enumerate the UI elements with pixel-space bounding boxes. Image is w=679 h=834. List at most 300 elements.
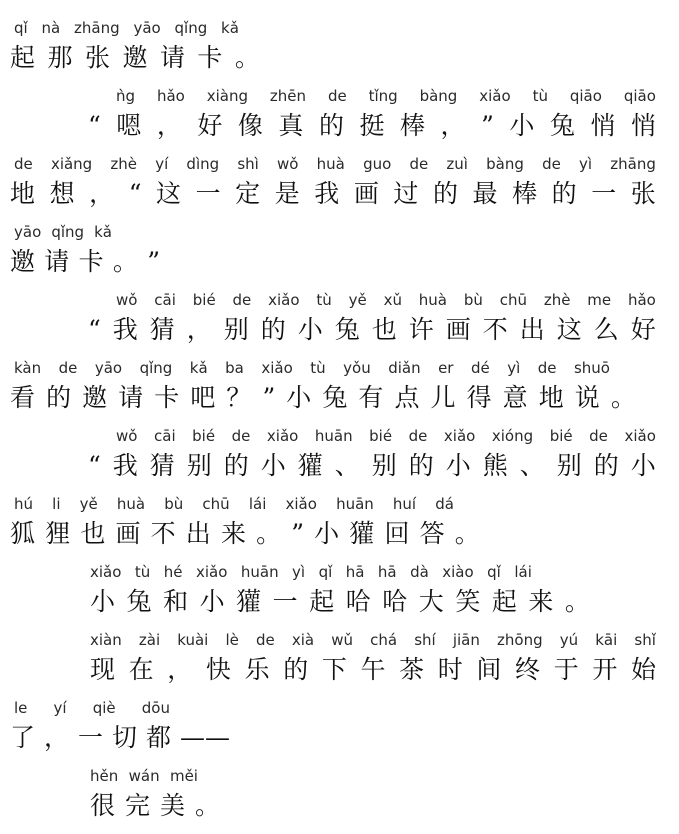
pinyin-syllable: shuō — [573, 359, 610, 377]
hanzi-char: 笑 — [455, 587, 481, 616]
hanzi-row — [88, 312, 656, 348]
hanzi-char: 很 — [90, 791, 116, 820]
hanzi-char: 茶 — [399, 655, 425, 684]
hanzi-char: 邀 — [82, 383, 108, 412]
hanzi-char: 画 — [353, 179, 379, 208]
hanzi-char: 的 — [593, 451, 619, 480]
hanzi-char: 兔 — [126, 587, 152, 616]
hanzi-char: 我 — [112, 451, 138, 480]
hanzi-char: 看 — [10, 383, 36, 412]
pinyin-syllable: tù — [134, 563, 151, 581]
hanzi-char: ， — [167, 655, 193, 684]
pinyin-syllable: cāi — [154, 427, 176, 445]
hanzi-char: 我 — [314, 179, 340, 208]
pinyin-syllable: qǐ — [318, 563, 333, 581]
hanzi-char: 回 — [384, 519, 410, 548]
hanzi-char: 是 — [274, 179, 300, 208]
pinyin-syllable: bié — [369, 427, 393, 445]
hanzi-char: ， — [156, 111, 182, 140]
hanzi-char: 、 — [334, 451, 360, 480]
pinyin-syllable: le — [14, 699, 28, 717]
pinyin-syllable: huà — [116, 495, 146, 513]
hanzi-char: 画 — [445, 315, 471, 344]
hanzi-char: ” — [291, 519, 305, 548]
pinyin-syllable: xiǎng — [50, 155, 93, 173]
pinyin-syllable: yú — [559, 631, 579, 649]
pinyin-syllable: xiǎo — [268, 291, 300, 309]
hanzi-row — [10, 516, 480, 552]
pinyin-syllable: huí — [392, 495, 417, 513]
pinyin-syllable: tù — [310, 359, 326, 377]
hanzi-char: ” — [147, 247, 160, 276]
hanzi-char: 嗯 — [116, 111, 142, 140]
pinyin-syllable: wán — [128, 767, 160, 785]
hanzi-char: 兔 — [549, 111, 575, 140]
pinyin-syllable: qiāo — [569, 87, 602, 105]
pinyin-syllable: de — [232, 291, 252, 309]
hanzi-row — [10, 720, 230, 756]
hanzi-char: 在 — [128, 655, 154, 684]
hanzi-char: 。 — [610, 383, 636, 412]
pinyin-syllable: bié — [549, 427, 573, 445]
hanzi-char: 现 — [90, 655, 116, 684]
text-line — [0, 290, 679, 358]
pinyin-syllable: kāi — [595, 631, 618, 649]
pinyin-syllable: xiǎo — [479, 87, 511, 105]
pinyin-syllable: diǎn — [388, 359, 421, 377]
hanzi-char: 一 — [272, 587, 298, 616]
hanzi-char: 终 — [515, 655, 541, 684]
pinyin-syllable: zhāng — [610, 155, 656, 173]
hanzi-char: 大 — [418, 587, 444, 616]
hanzi-char: 。 — [234, 43, 260, 72]
hanzi-char: —— — [180, 723, 230, 752]
hanzi-char: 意 — [502, 383, 528, 412]
hanzi-char: 好 — [197, 111, 223, 140]
hanzi-row — [90, 584, 590, 620]
hanzi-char: 午 — [360, 655, 386, 684]
hanzi-char: 画 — [115, 519, 141, 548]
pinyin-syllable: hǎo — [156, 87, 185, 105]
pinyin-syllable: de — [231, 427, 251, 445]
hanzi-row — [10, 176, 656, 212]
hanzi-char: 这 — [156, 179, 182, 208]
pinyin-syllable: shì — [237, 155, 259, 173]
pinyin-syllable: bàng — [419, 87, 458, 105]
pinyin-row — [90, 766, 198, 786]
pinyin-syllable: de — [408, 427, 428, 445]
hanzi-char: 都 — [146, 723, 172, 752]
pinyin-syllable: kǎ — [94, 223, 112, 241]
hanzi-char: 邀 — [10, 247, 36, 276]
hanzi-char: 美 — [159, 791, 185, 820]
hanzi-char: “ — [128, 179, 142, 208]
hanzi-char: 最 — [472, 179, 498, 208]
pinyin-syllable: dōu — [141, 699, 170, 717]
hanzi-char: 想 — [49, 179, 75, 208]
hanzi-row — [88, 108, 656, 144]
hanzi-char: 了 — [10, 723, 36, 752]
hanzi-char: 有 — [358, 383, 384, 412]
hanzi-char: 得 — [466, 383, 492, 412]
hanzi-char: 起 — [309, 587, 335, 616]
hanzi-row — [90, 788, 220, 824]
hanzi-char: 别 — [223, 315, 249, 344]
hanzi-char: 小 — [314, 519, 340, 548]
pinyin-syllable: zhōng — [497, 631, 543, 649]
pinyin-syllable: wǒ — [116, 427, 138, 445]
hanzi-char: 间 — [476, 655, 502, 684]
pinyin-syllable: xiàng — [206, 87, 248, 105]
pinyin-syllable: yǒu — [343, 359, 371, 377]
hanzi-char: 。 — [564, 587, 590, 616]
pinyin-syllable: yě — [79, 495, 98, 513]
hanzi-char: 悄 — [630, 111, 656, 140]
text-line — [0, 698, 679, 766]
hanzi-char: 请 — [44, 247, 70, 276]
hanzi-char: 。 — [454, 519, 480, 548]
pinyin-syllable: xià — [291, 631, 315, 649]
pinyin-syllable: xǔ — [383, 291, 402, 309]
pinyin-row — [14, 222, 112, 242]
hanzi-char: 像 — [237, 111, 263, 140]
text-line — [0, 86, 679, 154]
hanzi-char: 一 — [78, 723, 104, 752]
hanzi-char: ？ — [226, 383, 252, 412]
hanzi-char: 挺 — [359, 111, 385, 140]
pinyin-syllable: yì — [507, 359, 521, 377]
pinyin-row — [14, 18, 239, 38]
hanzi-char: 兔 — [334, 315, 360, 344]
text-line — [0, 562, 679, 630]
hanzi-char: 棒 — [512, 179, 538, 208]
pinyin-syllable: tǐng — [368, 87, 398, 105]
text-line — [0, 18, 679, 86]
text-line — [0, 766, 679, 834]
pinyin-syllable: lái — [248, 495, 267, 513]
pinyin-syllable: de — [542, 155, 561, 173]
hanzi-char: 真 — [278, 111, 304, 140]
pinyin-syllable: bié — [192, 291, 216, 309]
hanzi-char: 那 — [47, 43, 73, 72]
pinyin-syllable: huān — [240, 563, 279, 581]
hanzi-char: 狐 — [10, 519, 36, 548]
hanzi-char: 完 — [124, 791, 150, 820]
hanzi-char: 出 — [185, 519, 211, 548]
hanzi-char: 狸 — [45, 519, 71, 548]
pinyin-syllable: er — [438, 359, 454, 377]
hanzi-char: 来 — [220, 519, 246, 548]
hanzi-char: 、 — [519, 451, 545, 480]
hanzi-char: ， — [89, 179, 115, 208]
pinyin-syllable: hú — [14, 495, 34, 513]
hanzi-char: 的 — [432, 179, 458, 208]
pinyin-syllable: xiǎo — [624, 427, 656, 445]
pinyin-syllable: bù — [463, 291, 483, 309]
pinyin-row — [90, 562, 532, 582]
text-line — [0, 426, 679, 494]
pinyin-syllable: xiǎo — [90, 563, 122, 581]
pinyin-syllable: de — [409, 155, 429, 173]
pinyin-syllable: zhè — [543, 291, 571, 309]
hanzi-row — [88, 448, 656, 484]
hanzi-char: 别 — [371, 451, 397, 480]
text-line — [0, 154, 679, 222]
pinyin-syllable: xiàn — [90, 631, 122, 649]
pinyin-syllable: xiǎo — [443, 427, 476, 445]
hanzi-char: 乐 — [244, 655, 270, 684]
pinyin-syllable: xiǎo — [285, 495, 317, 513]
hanzi-char: 开 — [592, 655, 618, 684]
hanzi-char: 时 — [437, 655, 463, 684]
pinyin-row — [14, 358, 610, 378]
hanzi-char: 别 — [186, 451, 212, 480]
pinyin-syllable: hěn — [90, 767, 119, 785]
pinyin-syllable: qǐ — [487, 563, 501, 581]
hanzi-char: 的 — [408, 451, 434, 480]
hanzi-row — [10, 40, 260, 76]
hanzi-char: 许 — [408, 315, 434, 344]
pinyin-syllable: hā — [345, 563, 365, 581]
hanzi-char: 小 — [199, 587, 225, 616]
pinyin-syllable: de — [255, 631, 275, 649]
hanzi-char: 也 — [371, 315, 397, 344]
pinyin-syllable: yě — [348, 291, 367, 309]
hanzi-char: “ — [88, 315, 101, 344]
hanzi-char: 小 — [286, 383, 312, 412]
pinyin-syllable: tù — [316, 291, 332, 309]
pinyin-syllable: qiè — [92, 699, 116, 717]
pinyin-syllable: xióng — [491, 427, 534, 445]
hanzi-char: 吧 — [190, 383, 216, 412]
pinyin-syllable: kǎ — [221, 19, 239, 37]
pinyin-syllable: li — [52, 495, 61, 513]
pinyin-syllable: dìng — [186, 155, 220, 173]
hanzi-char: 过 — [393, 179, 419, 208]
hanzi-char: 快 — [205, 655, 231, 684]
hanzi-char: 点 — [394, 383, 420, 412]
hanzi-char: ， — [186, 315, 212, 344]
pinyin-syllable: lái — [514, 563, 532, 581]
hanzi-char: 来 — [528, 587, 554, 616]
hanzi-char: 熊 — [482, 451, 508, 480]
pinyin-row — [14, 494, 454, 514]
pinyin-syllable: wǔ — [331, 631, 354, 649]
pinyin-syllable: xiào — [442, 563, 474, 581]
hanzi-char: 邀 — [122, 43, 148, 72]
pinyin-syllable: qǐ — [14, 19, 28, 37]
hanzi-char: ” — [481, 111, 494, 140]
pinyin-syllable: xiǎo — [261, 359, 293, 377]
hanzi-char: 儿 — [430, 383, 456, 412]
hanzi-char: 小 — [90, 587, 116, 616]
hanzi-char: 一 — [591, 179, 617, 208]
hanzi-char: 好 — [630, 315, 656, 344]
hanzi-char: ， — [440, 111, 466, 140]
hanzi-char: 。 — [112, 247, 138, 276]
pinyin-syllable: wǒ — [277, 155, 299, 173]
pinyin-syllable: yāo — [133, 19, 161, 37]
pinyin-syllable: guo — [363, 155, 392, 173]
hanzi-row — [10, 380, 636, 416]
pinyin-syllable: yì — [579, 155, 593, 173]
hanzi-char: ， — [44, 723, 70, 752]
pinyin-syllable: bù — [164, 495, 184, 513]
hanzi-char: “ — [88, 451, 101, 480]
hanzi-char: 的 — [283, 655, 309, 684]
hanzi-char: ” — [262, 383, 276, 412]
text-line — [0, 494, 679, 562]
hanzi-char: 张 — [630, 179, 656, 208]
hanzi-char: 定 — [235, 179, 261, 208]
hanzi-char: 起 — [491, 587, 517, 616]
pinyin-syllable: huà — [418, 291, 448, 309]
pinyin-syllable: chū — [499, 291, 527, 309]
pinyin-syllable: de — [14, 155, 33, 173]
hanzi-char: 卡 — [78, 247, 104, 276]
hanzi-char: 的 — [46, 383, 72, 412]
hanzi-row — [90, 652, 656, 688]
pinyin-syllable: qiāo — [623, 87, 656, 105]
pinyin-syllable: lè — [225, 631, 239, 649]
pinyin-syllable: huān — [314, 427, 353, 445]
pinyin-row — [14, 154, 656, 174]
hanzi-char: 请 — [159, 43, 185, 72]
hanzi-char: 始 — [630, 655, 656, 684]
hanzi-char: 别 — [556, 451, 582, 480]
hanzi-char: 哈 — [382, 587, 408, 616]
pinyin-syllable: shǐ — [634, 631, 656, 649]
pinyin-syllable: dà — [410, 563, 429, 581]
pinyin-syllable: xiǎo — [195, 563, 228, 581]
pinyin-syllable: nà — [41, 19, 61, 37]
pinyin-syllable: zhāng — [74, 19, 120, 37]
pinyin-syllable: bàng — [486, 155, 524, 173]
pinyin-syllable: hā — [377, 563, 397, 581]
pinyin-row — [14, 698, 170, 718]
hanzi-char: 的 — [223, 451, 249, 480]
pinyin-syllable: bié — [192, 427, 216, 445]
pinyin-syllable: hé — [163, 563, 183, 581]
hanzi-char: 卡 — [197, 43, 223, 72]
hanzi-char: 小 — [509, 111, 535, 140]
hanzi-char: 獾 — [297, 451, 323, 480]
pinyin-syllable: kuài — [177, 631, 209, 649]
pinyin-syllable: de — [589, 427, 608, 445]
hanzi-char: 。 — [256, 519, 282, 548]
hanzi-char: 于 — [553, 655, 579, 684]
hanzi-char: 的 — [551, 179, 577, 208]
hanzi-char: 和 — [163, 587, 189, 616]
hanzi-char: 也 — [80, 519, 106, 548]
hanzi-row — [10, 244, 160, 280]
hanzi-char: 不 — [150, 519, 176, 548]
pinyin-syllable: zhēn — [269, 87, 307, 105]
hanzi-char: 出 — [519, 315, 545, 344]
pinyin-syllable: ba — [225, 359, 244, 377]
hanzi-char: 不 — [482, 315, 508, 344]
hanzi-char: 一 — [195, 179, 221, 208]
hanzi-char: 猜 — [149, 451, 175, 480]
hanzi-char: “ — [88, 111, 101, 140]
hanzi-char: 猜 — [149, 315, 175, 344]
pinyin-syllable: huān — [336, 495, 374, 513]
pinyin-syllable: de — [58, 359, 78, 377]
hanzi-char: 小 — [630, 451, 656, 480]
hanzi-char: 切 — [112, 723, 138, 752]
text-line — [0, 630, 679, 698]
hanzi-char: 棒 — [400, 111, 426, 140]
pinyin-row — [116, 426, 656, 446]
hanzi-char: 獾 — [236, 587, 262, 616]
pinyin-syllable: qǐng — [51, 223, 85, 241]
pinyin-row — [90, 630, 656, 650]
hanzi-char: 答 — [419, 519, 445, 548]
pinyin-syllable: zuì — [446, 155, 468, 173]
hanzi-char: 小 — [297, 315, 323, 344]
pinyin-syllable: yì — [292, 563, 306, 581]
hanzi-char: 的 — [318, 111, 344, 140]
hanzi-char: 我 — [112, 315, 138, 344]
text-line — [0, 222, 679, 290]
hanzi-char: 小 — [445, 451, 471, 480]
hanzi-char: 下 — [321, 655, 347, 684]
hanzi-char: 的 — [260, 315, 286, 344]
pinyin-syllable: xiǎo — [266, 427, 299, 445]
pinyin-syllable: wǒ — [116, 291, 138, 309]
pinyin-syllable: huà — [316, 155, 345, 173]
hanzi-char: 地 — [538, 383, 564, 412]
pinyin-syllable: yāo — [94, 359, 123, 377]
pinyin-syllable: kàn — [14, 359, 42, 377]
pinyin-syllable: shí — [414, 631, 436, 649]
pinyin-syllable: ǹg — [116, 87, 136, 105]
pinyin-syllable: dé — [470, 359, 490, 377]
hanzi-char: 小 — [260, 451, 286, 480]
pinyin-row — [116, 86, 656, 106]
pinyin-syllable: kǎ — [189, 359, 208, 377]
pinyin-syllable: chá — [370, 631, 398, 649]
pinyin-syllable: qǐng — [139, 359, 173, 377]
hanzi-char: 兔 — [322, 383, 348, 412]
pinyin-syllable: yí — [53, 699, 67, 717]
hanzi-char: 悄 — [590, 111, 616, 140]
hanzi-char: 地 — [10, 179, 36, 208]
pinyin-syllable: dá — [435, 495, 454, 513]
hanzi-char: 獾 — [349, 519, 375, 548]
pinyin-syllable: zài — [138, 631, 161, 649]
pinyin-syllable: tù — [532, 87, 548, 105]
text-line — [0, 358, 679, 426]
hanzi-char: 张 — [84, 43, 110, 72]
pinyin-syllable: hǎo — [627, 291, 656, 309]
pinyin-syllable: chū — [202, 495, 230, 513]
pinyin-syllable: jiān — [452, 631, 480, 649]
pinyin-syllable: qǐng — [174, 19, 208, 37]
pinyin-syllable: yāo — [14, 223, 42, 241]
hanzi-char: 么 — [593, 315, 619, 344]
hanzi-char: 卡 — [154, 383, 180, 412]
hanzi-char: 起 — [10, 43, 36, 72]
hanzi-char: 这 — [556, 315, 582, 344]
hanzi-char: 说 — [574, 383, 600, 412]
pinyin-row — [116, 290, 656, 310]
hanzi-char: 哈 — [345, 587, 371, 616]
hanzi-char: 。 — [194, 791, 220, 820]
pinyin-syllable: de — [327, 87, 347, 105]
pinyin-syllable: yí — [155, 155, 169, 173]
pinyin-syllable: cāi — [154, 291, 176, 309]
